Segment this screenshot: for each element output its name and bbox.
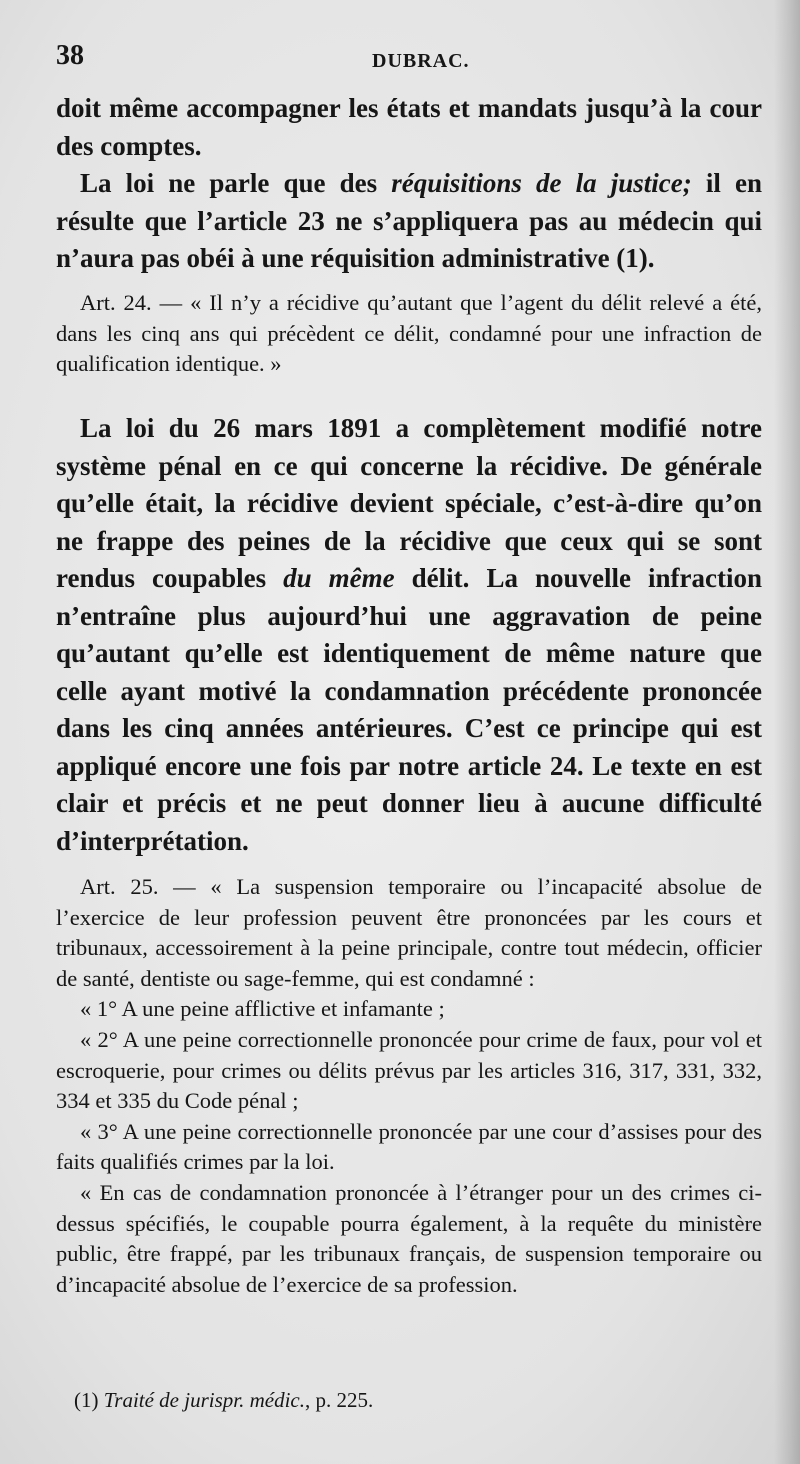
article-24-text: Art. 24. — « Il n’y a récidive qu’autant que l’agent du délit relevé a été, dans les cinq ans qui précèdent ce délit, condamné pour une infraction de qualification identique. » — [56, 290, 762, 377]
article-25-item-4: « En cas de condamnation prononcée à l’étranger pour un des crimes ci-dessus spécifiés, le coupable pourra également, à la requête du ministère public, être frappé, par les tribunaux français, de suspension temporaire ou d’incapacité absolue de l’exercice de sa profession. — [56, 1179, 762, 1297]
intro-paragraphs — [56, 90, 762, 278]
footnote-page: , p. 225. — [305, 1388, 374, 1412]
paragraph-text: il en résulte que l’article 23 ne s’appliquera pas au médecin qui n’aura pas obéi à une réquisition administrative (1). — [56, 168, 762, 273]
running-head: DUBRAC. — [372, 50, 470, 72]
paragraph-text: La loi ne parle que des — [80, 168, 392, 198]
article-25-item-3: « 3° A une peine correctionnelle prononcée par une cour d’assises pour des faits qualifiés crimes par la loi. — [56, 1118, 762, 1175]
article-25-item-2: « 2° A une peine correctionnelle prononcée pour crime de faux, pour vol et escroquerie, pour crimes ou délits prévus par les articles 316, 317, 331, 332, 334 et 335 du Code pénal ; — [56, 1026, 762, 1114]
article-25 — [56, 872, 762, 1300]
article-25-item-1: « 1° A une peine afflictive et infamante ; — [80, 996, 445, 1022]
paragraph-continuation: doit même accompagner les états et mandats jusqu’à la cour des comptes. — [56, 93, 762, 161]
commentary-recidive — [56, 410, 762, 860]
page-number: 38 — [56, 40, 84, 71]
article-25-text: Art. 25. — « La suspension temporaire ou l’incapacité absolue de l’exercice de leur profession peuvent être prononcées par les cours et tribunaux, accessoirement à la peine principale, contre tout médecin, officier de santé, dentiste ou sage-femme, qui est condamné : — [56, 874, 762, 991]
footnote-marker: (1) — [74, 1388, 99, 1412]
italic-phrase: réquisitions de la justice; — [391, 168, 692, 198]
paragraph-text: La loi du 26 mars 1891 a complètement modifié notre système pénal en ce qui concerne la récidive. De générale qu’elle était, la récidive devient spéciale, c’est-à-dire qu’on ne frappe des peines de la récidive que ceux qui se sont rendus coupables — [56, 413, 762, 593]
article-24 — [56, 288, 762, 380]
paragraph-requisitions — [56, 165, 762, 278]
page-header — [56, 40, 760, 80]
binding-shadow — [774, 0, 800, 1464]
italic-phrase: du même — [283, 563, 395, 593]
footnote-title: Traité de jurispr. médic. — [103, 1388, 306, 1412]
paragraph-text: délit. La nouvelle infraction n’entraîne plus aujourd’hui une aggravation de peine qu’autant qu’elle est identiquement de même nature que celle ayant motivé la condamnation précédente prononcée dans les cinq années antérieures. C’est ce principe qui est appliqué encore une fois par notre article 24. Le texte en est clair et précis et ne peut donner lieu à aucune difficulté d’interprétation. — [56, 563, 762, 856]
paragraph-recidive — [56, 410, 762, 860]
footnote — [74, 1388, 373, 1413]
